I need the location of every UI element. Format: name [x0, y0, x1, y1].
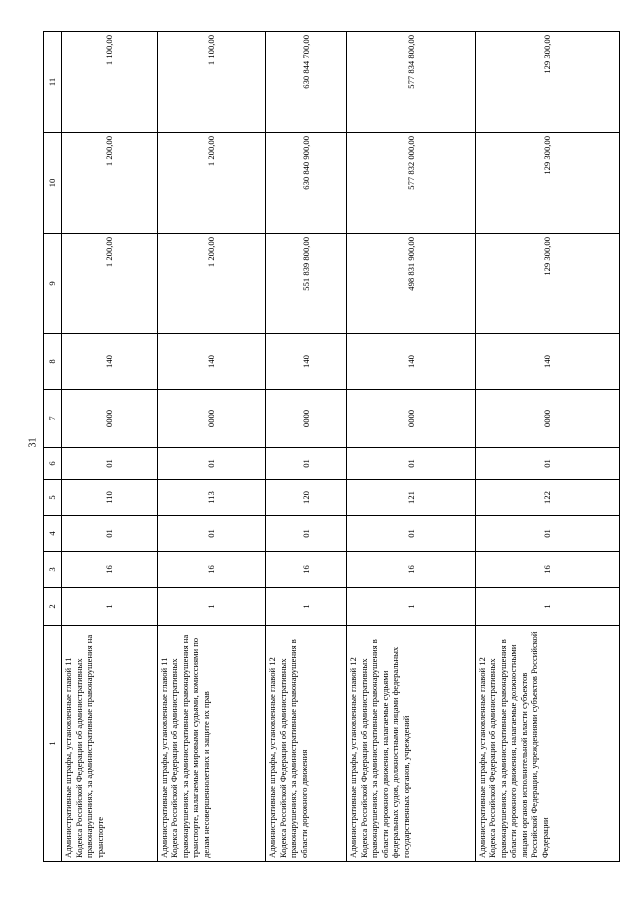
code-cell: 140	[157, 334, 266, 390]
header-cell: 10	[44, 133, 62, 234]
amount-cell: 1 200,00	[62, 234, 157, 334]
amount-cell: 630 840 900,00	[266, 133, 347, 234]
code-cell: 113	[157, 480, 266, 516]
header-cell: 7	[44, 390, 62, 448]
code-cell: 1	[347, 588, 476, 626]
code-cell: 01	[157, 516, 266, 552]
row-description: Административные штрафы, установленные главой 12 Кодекса Российской Федерации об административных правонарушениях, за административные правонарушения в области дорожного движения, налагаемые должностными лицами органов исполнительной власти субъектов Российской Федерации, учреждениями субъектов Российской Федерации	[475, 626, 619, 862]
code-cell: 16	[266, 552, 347, 588]
code-cell: 01	[266, 448, 347, 480]
header-row	[44, 32, 62, 862]
amount-cell: 1 200,00	[157, 133, 266, 234]
amount-cell: 577 832 000,00	[347, 133, 476, 234]
code-cell: 01	[475, 448, 619, 480]
code-cell: 0000	[157, 390, 266, 448]
code-cell: 1	[62, 588, 157, 626]
code-cell: 01	[266, 516, 347, 552]
code-cell: 140	[266, 334, 347, 390]
code-cell: 01	[347, 516, 476, 552]
code-cell: 01	[62, 516, 157, 552]
code-cell: 140	[475, 334, 619, 390]
header-cell: 2	[44, 588, 62, 626]
header-cell: 11	[44, 32, 62, 133]
budget-revenue-table	[43, 31, 620, 862]
amount-cell: 129 300,00	[475, 32, 619, 133]
amount-cell: 129 300,00	[475, 234, 619, 334]
code-cell: 140	[347, 334, 476, 390]
code-cell: 01	[347, 448, 476, 480]
table-row	[157, 32, 266, 862]
header-cell: 6	[44, 448, 62, 480]
row-description: Административные штрафы, установленные главой 12 Кодекса Российской Федерации об административных правонарушениях, за административные правонарушения в области дорожного движения	[266, 626, 347, 862]
header-cell: 3	[44, 552, 62, 588]
header-cell: 5	[44, 480, 62, 516]
amount-cell: 1 200,00	[157, 234, 266, 334]
code-cell: 120	[266, 480, 347, 516]
code-cell: 01	[475, 516, 619, 552]
code-cell: 16	[347, 552, 476, 588]
code-cell: 140	[62, 334, 157, 390]
code-cell: 01	[62, 448, 157, 480]
amount-cell: 577 834 800,00	[347, 32, 476, 133]
code-cell: 0000	[266, 390, 347, 448]
amount-cell: 1 100,00	[157, 32, 266, 133]
header-cell: 8	[44, 334, 62, 390]
row-description: Административные штрафы, установленные главой 12 Кодекса Российской Федерации об административных правонарушениях, за административные правонарушения в области дорожного движения, налагаемые судьями федеральных судов, должностными лицами федеральных государственных органов, учреждений	[347, 626, 476, 862]
amount-cell: 1 100,00	[62, 32, 157, 133]
amount-cell: 1 200,00	[62, 133, 157, 234]
header-cell: 1	[44, 626, 62, 862]
code-cell: 1	[157, 588, 266, 626]
code-cell: 01	[157, 448, 266, 480]
code-cell: 16	[62, 552, 157, 588]
code-cell: 0000	[475, 390, 619, 448]
table-row	[266, 32, 347, 862]
code-cell: 1	[475, 588, 619, 626]
header-cell: 4	[44, 516, 62, 552]
row-description: Административные штрафы, установленные главой 11 Кодекса Российской Федерации об административных правонарушениях, за административные правонарушения на транспорте, налагаемые мировыми судьями, комиссиями по делам несовершеннолетних и защите их прав	[157, 626, 266, 862]
code-cell: 16	[157, 552, 266, 588]
amount-cell: 498 831 900,00	[347, 234, 476, 334]
code-cell: 110	[62, 480, 157, 516]
budget-table-rotated	[43, 32, 620, 862]
page-number: 31	[27, 437, 39, 448]
table-row	[475, 32, 619, 862]
row-description: Административные штрафы, установленные главой 11 Кодекса Российской Федерации об административных правонарушениях, за административные правонарушения на транспорте	[62, 626, 157, 862]
code-cell: 1	[266, 588, 347, 626]
code-cell: 0000	[347, 390, 476, 448]
amount-cell: 129 300,00	[475, 133, 619, 234]
code-cell: 0000	[62, 390, 157, 448]
code-cell: 16	[475, 552, 619, 588]
amount-cell: 551 839 800,00	[266, 234, 347, 334]
amount-cell: 630 844 700,00	[266, 32, 347, 133]
table-row	[347, 32, 476, 862]
table-row	[62, 32, 157, 862]
code-cell: 122	[475, 480, 619, 516]
code-cell: 121	[347, 480, 476, 516]
header-cell: 9	[44, 234, 62, 334]
